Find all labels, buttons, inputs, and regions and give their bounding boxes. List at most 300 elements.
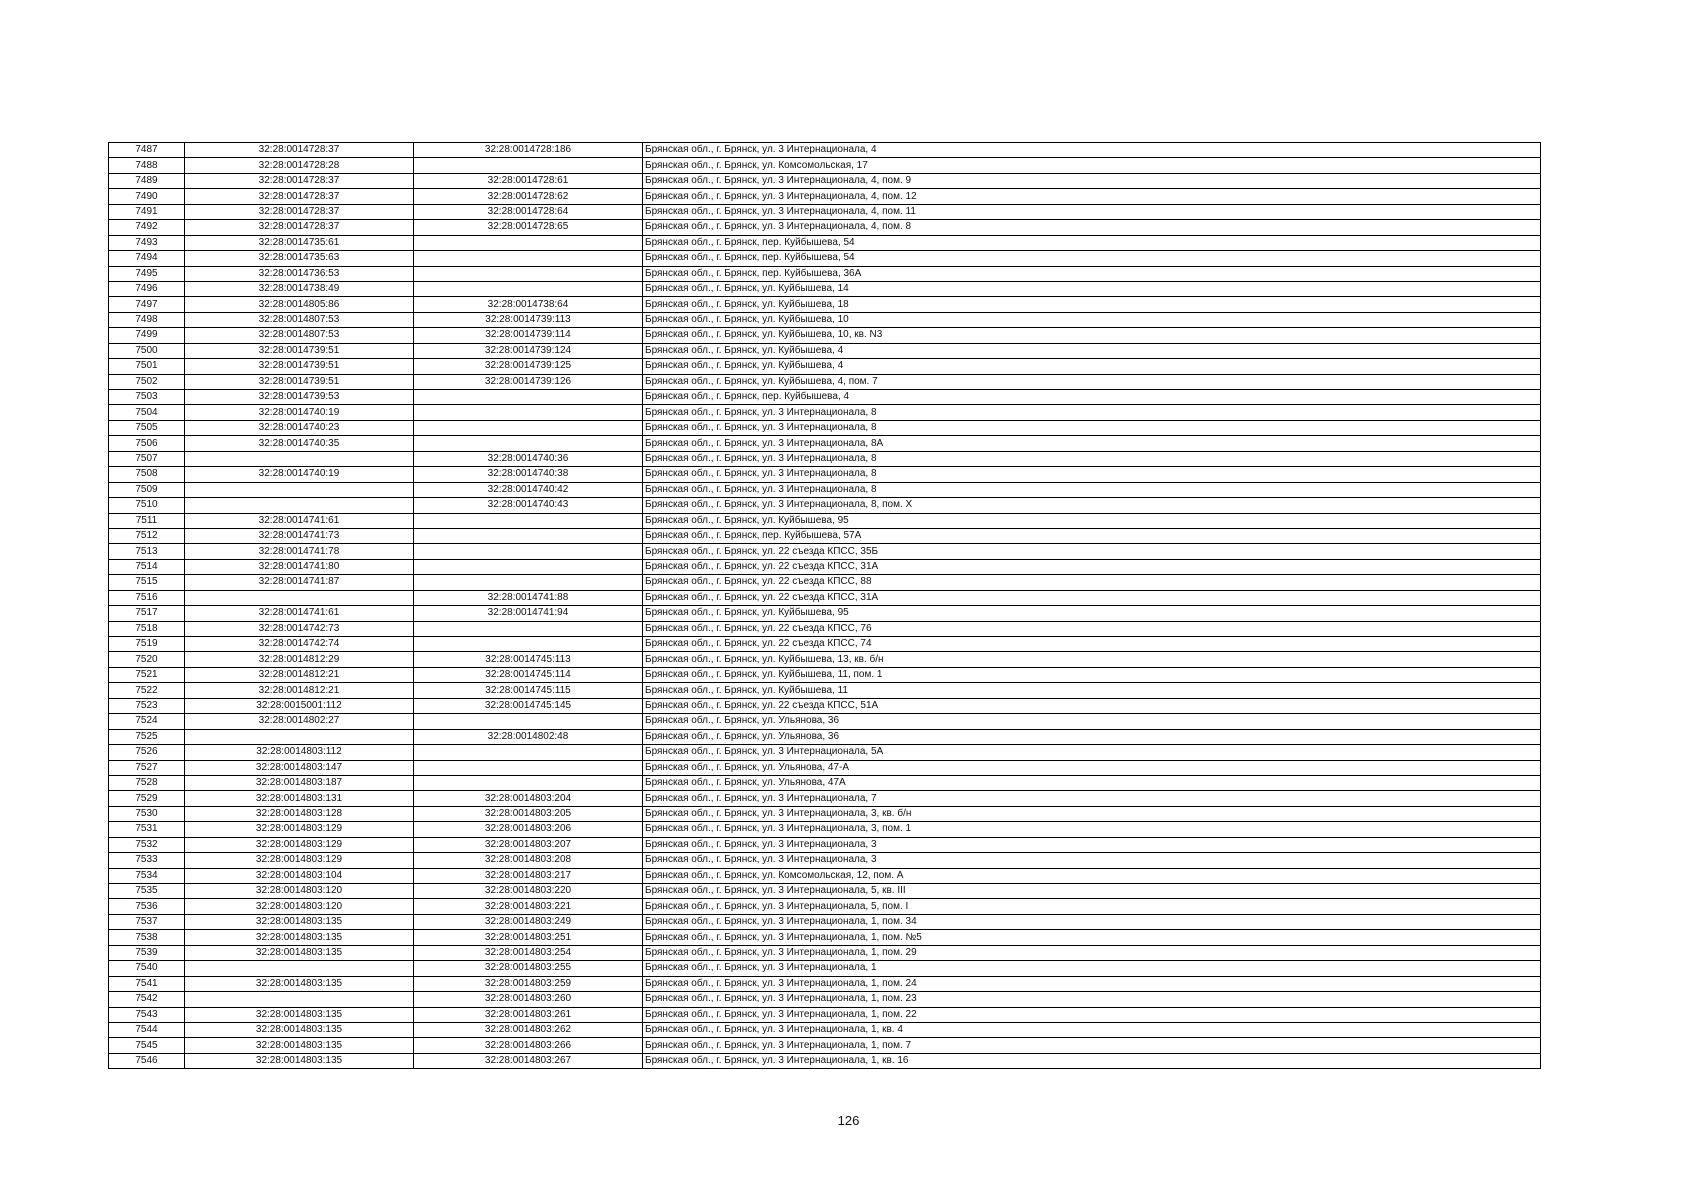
address-cell: Брянская обл., г. Брянск, ул. Куйбышева, 4, пом. 7 [643, 374, 1541, 389]
table-row [109, 884, 1541, 899]
cadastral-number-cell: 32:28:0014739:51 [185, 359, 414, 374]
object-cadastral-number-cell: 32:28:0014803:261 [414, 1007, 643, 1022]
object-cadastral-number-cell [414, 513, 643, 528]
cadastral-number-cell: 32:28:0014812:29 [185, 652, 414, 667]
table-row [109, 281, 1541, 296]
cadastral-number-cell: 32:28:0014739:53 [185, 390, 414, 405]
address-cell: Брянская обл., г. Брянск, ул. 22 съезда КПСС, 31А [643, 590, 1541, 605]
row-number-cell: 7508 [109, 467, 185, 482]
object-cadastral-number-cell [414, 621, 643, 636]
cadastral-number-cell: 32:28:0014741:61 [185, 606, 414, 621]
object-cadastral-number-cell: 32:28:0014803:204 [414, 791, 643, 806]
row-number-cell: 7516 [109, 590, 185, 605]
table-row [109, 930, 1541, 945]
cadastral-number-cell: 32:28:0014740:19 [185, 405, 414, 420]
row-number-cell: 7540 [109, 961, 185, 976]
table-row [109, 683, 1541, 698]
row-number-cell: 7495 [109, 266, 185, 281]
row-number-cell: 7523 [109, 698, 185, 713]
row-number-cell: 7545 [109, 1038, 185, 1053]
table-row [109, 513, 1541, 528]
table-row [109, 482, 1541, 497]
cadastral-number-cell [185, 729, 414, 744]
cadastral-number-cell [185, 590, 414, 605]
cadastral-number-cell: 32:28:0014803:120 [185, 884, 414, 899]
cadastral-number-cell [185, 498, 414, 513]
table-row [109, 992, 1541, 1007]
object-cadastral-number-cell [414, 266, 643, 281]
row-number-cell: 7490 [109, 189, 185, 204]
cadastral-number-cell: 32:28:0014728:37 [185, 220, 414, 235]
row-number-cell: 7504 [109, 405, 185, 420]
address-cell: Брянская обл., г. Брянск, пер. Куйбышева, 57А [643, 528, 1541, 543]
object-cadastral-number-cell: 32:28:0014745:113 [414, 652, 643, 667]
table-row [109, 745, 1541, 760]
page-number: 126 [837, 1113, 860, 1128]
table-row [109, 559, 1541, 574]
object-cadastral-number-cell: 32:28:0014803:217 [414, 868, 643, 883]
object-cadastral-number-cell: 32:28:0014803:220 [414, 884, 643, 899]
row-number-cell: 7498 [109, 312, 185, 327]
object-cadastral-number-cell [414, 251, 643, 266]
table-row [109, 806, 1541, 821]
object-cadastral-number-cell: 32:28:0014803:206 [414, 822, 643, 837]
row-number-cell: 7538 [109, 930, 185, 945]
address-cell: Брянская обл., г. Брянск, ул. Куйбышева, 4 [643, 359, 1541, 374]
row-number-cell: 7546 [109, 1053, 185, 1068]
address-cell: Брянская обл., г. Брянск, ул. 3 Интернационала, 1, пом. 29 [643, 945, 1541, 960]
object-cadastral-number-cell [414, 390, 643, 405]
table-row [109, 899, 1541, 914]
address-cell: Брянская обл., г. Брянск, ул. 22 съезда КПСС, 76 [643, 621, 1541, 636]
row-number-cell: 7492 [109, 220, 185, 235]
row-number-cell: 7517 [109, 606, 185, 621]
cadastral-number-cell: 32:28:0014735:63 [185, 251, 414, 266]
object-cadastral-number-cell: 32:28:0014803:249 [414, 914, 643, 929]
table-body [109, 143, 1541, 1069]
object-cadastral-number-cell [414, 559, 643, 574]
row-number-cell: 7534 [109, 868, 185, 883]
table-row [109, 775, 1541, 790]
cadastral-number-cell: 32:28:0014728:37 [185, 204, 414, 219]
table-row [109, 637, 1541, 652]
cadastral-number-cell: 32:28:0014728:37 [185, 173, 414, 188]
cadastral-number-cell: 32:28:0014736:53 [185, 266, 414, 281]
address-cell: Брянская обл., г. Брянск, ул. 3 Интернационала, 1, пом. 7 [643, 1038, 1541, 1053]
address-cell: Брянская обл., г. Брянск, ул. Комсомольская, 17 [643, 158, 1541, 173]
table-row [109, 189, 1541, 204]
row-number-cell: 7535 [109, 884, 185, 899]
row-number-cell: 7509 [109, 482, 185, 497]
table-row [109, 837, 1541, 852]
address-cell: Брянская обл., г. Брянск, ул. 3 Интернационала, 4, пом. 8 [643, 220, 1541, 235]
table-row [109, 976, 1541, 991]
object-cadastral-number-cell: 32:28:0014803:267 [414, 1053, 643, 1068]
table-row [109, 961, 1541, 976]
address-cell: Брянская обл., г. Брянск, ул. 3 Интернационала, 8А [643, 436, 1541, 451]
row-number-cell: 7537 [109, 914, 185, 929]
table-row [109, 374, 1541, 389]
cadastral-number-cell: 32:28:0014803:112 [185, 745, 414, 760]
address-cell: Брянская обл., г. Брянск, ул. 3 Интернационала, 3 [643, 837, 1541, 852]
cadastral-number-cell: 32:28:0014728:37 [185, 189, 414, 204]
row-number-cell: 7522 [109, 683, 185, 698]
cadastral-number-cell: 32:28:0014803:135 [185, 1053, 414, 1068]
table-row [109, 297, 1541, 312]
row-number-cell: 7513 [109, 544, 185, 559]
table-row [109, 544, 1541, 559]
address-cell: Брянская обл., г. Брянск, ул. 3 Интернационала, 8 [643, 482, 1541, 497]
address-cell: Брянская обл., г. Брянск, ул. 3 Интернационала, 5А [643, 745, 1541, 760]
row-number-cell: 7494 [109, 251, 185, 266]
cadastral-number-cell [185, 482, 414, 497]
object-cadastral-number-cell [414, 637, 643, 652]
table-row [109, 436, 1541, 451]
table-row [109, 173, 1541, 188]
object-cadastral-number-cell: 32:28:0014728:62 [414, 189, 643, 204]
row-number-cell: 7515 [109, 575, 185, 590]
row-number-cell: 7532 [109, 837, 185, 852]
cadastral-number-cell: 32:28:0014803:135 [185, 976, 414, 991]
object-cadastral-number-cell: 32:28:0014741:94 [414, 606, 643, 621]
object-cadastral-number-cell: 32:28:0014803:207 [414, 837, 643, 852]
row-number-cell: 7524 [109, 714, 185, 729]
table-row [109, 791, 1541, 806]
cadastral-number-cell: 32:28:0014803:129 [185, 822, 414, 837]
object-cadastral-number-cell: 32:28:0014739:114 [414, 328, 643, 343]
table-row [109, 251, 1541, 266]
object-cadastral-number-cell: 32:28:0014728:64 [414, 204, 643, 219]
address-cell: Брянская обл., г. Брянск, ул. 22 съезда КПСС, 74 [643, 637, 1541, 652]
cadastral-number-cell: 32:28:0014803:135 [185, 1038, 414, 1053]
row-number-cell: 7536 [109, 899, 185, 914]
object-cadastral-number-cell [414, 544, 643, 559]
address-cell: Брянская обл., г. Брянск, пер. Куйбышева, 4 [643, 390, 1541, 405]
object-cadastral-number-cell: 32:28:0014728:65 [414, 220, 643, 235]
object-cadastral-number-cell: 32:28:0014803:254 [414, 945, 643, 960]
address-cell: Брянская обл., г. Брянск, ул. 3 Интернационала, 4 [643, 143, 1541, 158]
table-row [109, 405, 1541, 420]
table-row [109, 266, 1541, 281]
object-cadastral-number-cell [414, 405, 643, 420]
object-cadastral-number-cell [414, 714, 643, 729]
address-cell: Брянская обл., г. Брянск, ул. 22 съезда КПСС, 35Б [643, 544, 1541, 559]
row-number-cell: 7493 [109, 235, 185, 250]
table-row [109, 698, 1541, 713]
row-number-cell: 7530 [109, 806, 185, 821]
row-number-cell: 7499 [109, 328, 185, 343]
table-row [109, 822, 1541, 837]
row-number-cell: 7501 [109, 359, 185, 374]
cadastral-number-cell [185, 992, 414, 1007]
object-cadastral-number-cell [414, 158, 643, 173]
address-cell: Брянская обл., г. Брянск, пер. Куйбышева, 54 [643, 251, 1541, 266]
object-cadastral-number-cell: 32:28:0014803:259 [414, 976, 643, 991]
cadastral-number-cell: 32:28:0015001:112 [185, 698, 414, 713]
address-cell: Брянская обл., г. Брянск, ул. Ульянова, 36 [643, 729, 1541, 744]
address-cell: Брянская обл., г. Брянск, ул. 22 съезда КПСС, 51А [643, 698, 1541, 713]
address-cell: Брянская обл., г. Брянск, ул. 22 съезда КПСС, 31А [643, 559, 1541, 574]
cadastral-number-cell: 32:28:0014738:49 [185, 281, 414, 296]
table-row [109, 420, 1541, 435]
cadastral-number-cell: 32:28:0014803:135 [185, 914, 414, 929]
table-row [109, 143, 1541, 158]
object-cadastral-number-cell: 32:28:0014745:114 [414, 667, 643, 682]
table-row [109, 760, 1541, 775]
address-cell: Брянская обл., г. Брянск, ул. Комсомольская, 12, пом. А [643, 868, 1541, 883]
object-cadastral-number-cell: 32:28:0014739:125 [414, 359, 643, 374]
address-cell: Брянская обл., г. Брянск, ул. 3 Интернационала, 4, пом. 12 [643, 189, 1541, 204]
cadastral-number-cell: 32:28:0014803:135 [185, 930, 414, 945]
table-row [109, 945, 1541, 960]
address-cell: Брянская обл., г. Брянск, ул. Куйбышева, 95 [643, 606, 1541, 621]
table-row [109, 1038, 1541, 1053]
table-row [109, 1053, 1541, 1068]
address-cell: Брянская обл., г. Брянск, ул. Ульянова, 47А [643, 775, 1541, 790]
address-cell: Брянская обл., г. Брянск, ул. 3 Интернационала, 5, пом. I [643, 899, 1541, 914]
row-number-cell: 7526 [109, 745, 185, 760]
address-cell: Брянская обл., г. Брянск, ул. 3 Интернационала, 1, пом. 34 [643, 914, 1541, 929]
address-cell: Брянская обл., г. Брянск, ул. Куйбышева, 4 [643, 343, 1541, 358]
cadastral-number-cell: 32:28:0014803:187 [185, 775, 414, 790]
cadastral-number-cell: 32:28:0014803:129 [185, 837, 414, 852]
address-cell: Брянская обл., г. Брянск, ул. Куйбышева, 13, кв. б/н [643, 652, 1541, 667]
object-cadastral-number-cell: 32:28:0014803:266 [414, 1038, 643, 1053]
address-cell: Брянская обл., г. Брянск, пер. Куйбышева, 54 [643, 235, 1541, 250]
row-number-cell: 7496 [109, 281, 185, 296]
object-cadastral-number-cell [414, 281, 643, 296]
row-number-cell: 7491 [109, 204, 185, 219]
address-cell: Брянская обл., г. Брянск, ул. 3 Интернационала, 8 [643, 420, 1541, 435]
table-row [109, 220, 1541, 235]
address-cell: Брянская обл., г. Брянск, ул. Куйбышева, 11 [643, 683, 1541, 698]
cadastral-number-cell: 32:28:0014803:128 [185, 806, 414, 821]
object-cadastral-number-cell: 32:28:0014728:186 [414, 143, 643, 158]
cadastral-number-cell: 32:28:0014803:147 [185, 760, 414, 775]
cadastral-number-cell [185, 961, 414, 976]
object-cadastral-number-cell: 32:28:0014738:64 [414, 297, 643, 312]
address-cell: Брянская обл., г. Брянск, ул. 3 Интернационала, 8 [643, 405, 1541, 420]
address-cell: Брянская обл., г. Брянск, ул. Ульянова, 47-А [643, 760, 1541, 775]
object-cadastral-number-cell: 32:28:0014803:221 [414, 899, 643, 914]
object-cadastral-number-cell: 32:28:0014740:43 [414, 498, 643, 513]
table-row [109, 359, 1541, 374]
object-cadastral-number-cell: 32:28:0014740:38 [414, 467, 643, 482]
object-cadastral-number-cell: 32:28:0014803:262 [414, 1022, 643, 1037]
table-row [109, 606, 1541, 621]
cadastral-number-cell: 32:28:0014741:61 [185, 513, 414, 528]
table-row [109, 467, 1541, 482]
address-cell: Брянская обл., г. Брянск, ул. Куйбышева, 18 [643, 297, 1541, 312]
table-row [109, 343, 1541, 358]
row-number-cell: 7533 [109, 853, 185, 868]
object-cadastral-number-cell [414, 575, 643, 590]
cadastral-number-cell: 32:28:0014802:27 [185, 714, 414, 729]
cadastral-number-cell: 32:28:0014735:61 [185, 235, 414, 250]
object-cadastral-number-cell [414, 235, 643, 250]
object-cadastral-number-cell: 32:28:0014745:145 [414, 698, 643, 713]
table-row [109, 312, 1541, 327]
object-cadastral-number-cell: 32:28:0014740:42 [414, 482, 643, 497]
row-number-cell: 7505 [109, 420, 185, 435]
object-cadastral-number-cell: 32:28:0014728:61 [414, 173, 643, 188]
object-cadastral-number-cell [414, 420, 643, 435]
row-number-cell: 7487 [109, 143, 185, 158]
address-cell: Брянская обл., г. Брянск, ул. 3 Интернационала, 3 [643, 853, 1541, 868]
row-number-cell: 7511 [109, 513, 185, 528]
cadastral-number-cell: 32:28:0014741:80 [185, 559, 414, 574]
object-cadastral-number-cell: 32:28:0014740:36 [414, 451, 643, 466]
cadastral-number-cell: 32:28:0014812:21 [185, 667, 414, 682]
table-row [109, 621, 1541, 636]
cadastral-number-cell: 32:28:0014803:120 [185, 899, 414, 914]
cadastral-number-cell: 32:28:0014803:129 [185, 853, 414, 868]
table-row [109, 590, 1541, 605]
table-row [109, 652, 1541, 667]
object-cadastral-number-cell: 32:28:0014745:115 [414, 683, 643, 698]
cadastral-number-cell: 32:28:0014728:37 [185, 143, 414, 158]
row-number-cell: 7488 [109, 158, 185, 173]
row-number-cell: 7531 [109, 822, 185, 837]
table-row [109, 868, 1541, 883]
cadastral-number-cell: 32:28:0014739:51 [185, 343, 414, 358]
cadastral-number-cell: 32:28:0014807:53 [185, 312, 414, 327]
object-cadastral-number-cell: 32:28:0014739:113 [414, 312, 643, 327]
cadastral-number-cell: 32:28:0014812:21 [185, 683, 414, 698]
cadastral-number-cell: 32:28:0014741:87 [185, 575, 414, 590]
object-cadastral-number-cell [414, 775, 643, 790]
table-row [109, 451, 1541, 466]
table-row [109, 575, 1541, 590]
object-cadastral-number-cell: 32:28:0014803:251 [414, 930, 643, 945]
row-number-cell: 7520 [109, 652, 185, 667]
address-cell: Брянская обл., г. Брянск, ул. Ульянова, 36 [643, 714, 1541, 729]
address-cell: Брянская обл., г. Брянск, пер. Куйбышева, 36А [643, 266, 1541, 281]
cadastral-number-cell: 32:28:0014740:35 [185, 436, 414, 451]
row-number-cell: 7510 [109, 498, 185, 513]
table-row [109, 498, 1541, 513]
table-row [109, 729, 1541, 744]
table-row [109, 667, 1541, 682]
cadastral-number-cell: 32:28:0014740:23 [185, 420, 414, 435]
row-number-cell: 7542 [109, 992, 185, 1007]
cadastral-number-cell: 32:28:0014803:104 [185, 868, 414, 883]
row-number-cell: 7502 [109, 374, 185, 389]
table-row [109, 235, 1541, 250]
object-cadastral-number-cell [414, 528, 643, 543]
row-number-cell: 7525 [109, 729, 185, 744]
cadastral-number-cell: 32:28:0014739:51 [185, 374, 414, 389]
row-number-cell: 7489 [109, 173, 185, 188]
cadastral-number-cell: 32:28:0014805:86 [185, 297, 414, 312]
row-number-cell: 7528 [109, 775, 185, 790]
row-number-cell: 7514 [109, 559, 185, 574]
object-cadastral-number-cell: 32:28:0014803:255 [414, 961, 643, 976]
data-table [108, 142, 1541, 1069]
row-number-cell: 7500 [109, 343, 185, 358]
address-cell: Брянская обл., г. Брянск, ул. 3 Интернационала, 7 [643, 791, 1541, 806]
cadastral-number-cell: 32:28:0014803:135 [185, 1022, 414, 1037]
table-row [109, 1022, 1541, 1037]
address-cell: Брянская обл., г. Брянск, ул. Куйбышева, 10, кв. N3 [643, 328, 1541, 343]
cadastral-number-cell: 32:28:0014803:131 [185, 791, 414, 806]
row-number-cell: 7512 [109, 528, 185, 543]
cadastral-number-cell: 32:28:0014742:73 [185, 621, 414, 636]
object-cadastral-number-cell: 32:28:0014803:205 [414, 806, 643, 821]
cadastral-number-cell: 32:28:0014728:28 [185, 158, 414, 173]
row-number-cell: 7529 [109, 791, 185, 806]
table-row [109, 528, 1541, 543]
address-cell: Брянская обл., г. Брянск, ул. Куйбышева, 11, пом. 1 [643, 667, 1541, 682]
cadastral-number-cell: 32:28:0014740:19 [185, 467, 414, 482]
cadastral-number-cell: 32:28:0014741:78 [185, 544, 414, 559]
object-cadastral-number-cell: 32:28:0014803:208 [414, 853, 643, 868]
object-cadastral-number-cell [414, 760, 643, 775]
address-cell: Брянская обл., г. Брянск, ул. 3 Интернационала, 1, пом. 23 [643, 992, 1541, 1007]
table-row [109, 158, 1541, 173]
address-cell: Брянская обл., г. Брянск, ул. 3 Интернационала, 3, пом. 1 [643, 822, 1541, 837]
cadastral-number-cell: 32:28:0014807:53 [185, 328, 414, 343]
row-number-cell: 7521 [109, 667, 185, 682]
object-cadastral-number-cell: 32:28:0014739:124 [414, 343, 643, 358]
object-cadastral-number-cell: 32:28:0014739:126 [414, 374, 643, 389]
cadastral-number-cell: 32:28:0014741:73 [185, 528, 414, 543]
address-cell: Брянская обл., г. Брянск, ул. 3 Интернационала, 1, кв. 4 [643, 1022, 1541, 1037]
row-number-cell: 7544 [109, 1022, 185, 1037]
address-cell: Брянская обл., г. Брянск, ул. 3 Интернационала, 3, кв. б/н [643, 806, 1541, 821]
address-cell: Брянская обл., г. Брянск, ул. 3 Интернационала, 1 [643, 961, 1541, 976]
object-cadastral-number-cell: 32:28:0014741:88 [414, 590, 643, 605]
row-number-cell: 7506 [109, 436, 185, 451]
row-number-cell: 7539 [109, 945, 185, 960]
row-number-cell: 7497 [109, 297, 185, 312]
table-row [109, 204, 1541, 219]
address-cell: Брянская обл., г. Брянск, ул. 3 Интернационала, 1, пом. №5 [643, 930, 1541, 945]
row-number-cell: 7507 [109, 451, 185, 466]
address-cell: Брянская обл., г. Брянск, ул. 22 съезда КПСС, 88 [643, 575, 1541, 590]
address-cell: Брянская обл., г. Брянск, ул. 3 Интернационала, 1, пом. 24 [643, 976, 1541, 991]
row-number-cell: 7519 [109, 637, 185, 652]
table-row [109, 1007, 1541, 1022]
address-cell: Брянская обл., г. Брянск, ул. 3 Интернационала, 4, пом. 9 [643, 173, 1541, 188]
address-cell: Брянская обл., г. Брянск, ул. 3 Интернационала, 5, кв. III [643, 884, 1541, 899]
table-row [109, 390, 1541, 405]
address-cell: Брянская обл., г. Брянск, ул. 3 Интернационала, 1, пом. 22 [643, 1007, 1541, 1022]
object-cadastral-number-cell [414, 436, 643, 451]
cadastral-number-cell: 32:28:0014803:135 [185, 1007, 414, 1022]
cadastral-number-cell: 32:28:0014803:135 [185, 945, 414, 960]
row-number-cell: 7543 [109, 1007, 185, 1022]
table-row [109, 914, 1541, 929]
cadastral-number-cell: 32:28:0014742:74 [185, 637, 414, 652]
object-cadastral-number-cell: 32:28:0014803:260 [414, 992, 643, 1007]
object-cadastral-number-cell: 32:28:0014802:48 [414, 729, 643, 744]
address-cell: Брянская обл., г. Брянск, ул. Куйбышева, 10 [643, 312, 1541, 327]
cadastral-number-cell [185, 451, 414, 466]
address-cell: Брянская обл., г. Брянск, ул. 3 Интернационала, 8, пом. X [643, 498, 1541, 513]
table-row [109, 853, 1541, 868]
object-cadastral-number-cell [414, 745, 643, 760]
address-cell: Брянская обл., г. Брянск, ул. 3 Интернационала, 8 [643, 467, 1541, 482]
row-number-cell: 7527 [109, 760, 185, 775]
address-cell: Брянская обл., г. Брянск, ул. 3 Интернационала, 4, пом. 11 [643, 204, 1541, 219]
address-cell: Брянская обл., г. Брянск, ул. Куйбышева, 14 [643, 281, 1541, 296]
table-row [109, 714, 1541, 729]
row-number-cell: 7541 [109, 976, 185, 991]
address-cell: Брянская обл., г. Брянск, ул. 3 Интернационала, 8 [643, 451, 1541, 466]
address-cell: Брянская обл., г. Брянск, ул. Куйбышева, 95 [643, 513, 1541, 528]
row-number-cell: 7503 [109, 390, 185, 405]
